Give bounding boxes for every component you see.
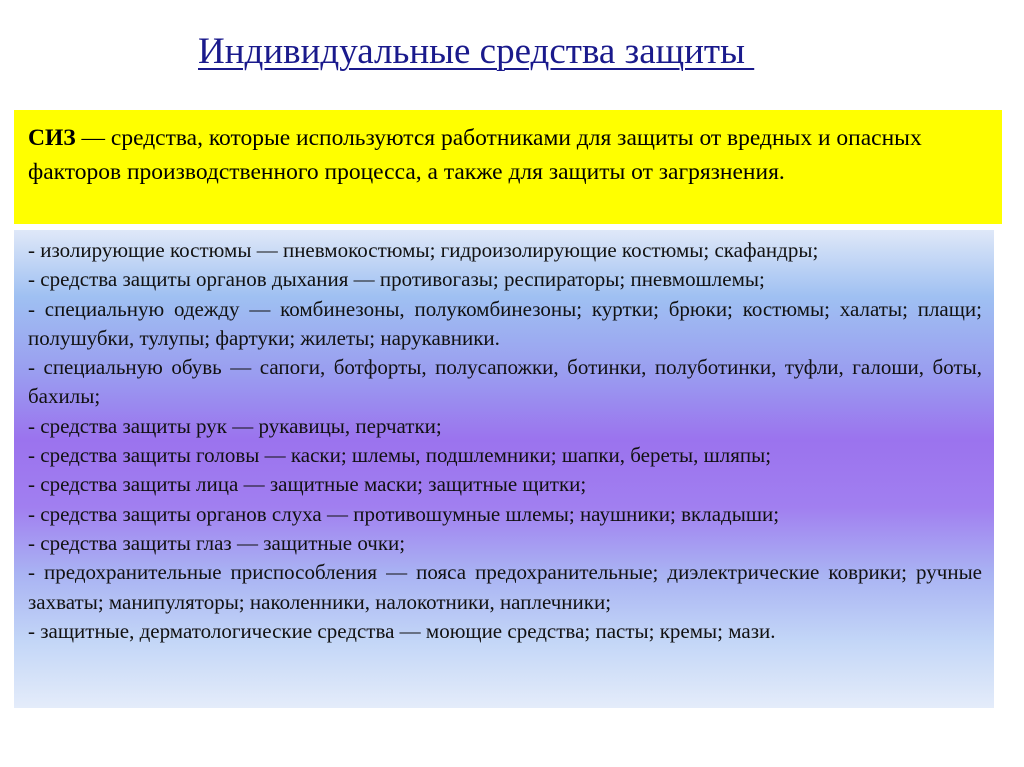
definition-term: СИЗ xyxy=(28,125,76,151)
list-item: - средства защиты органов дыхания — противогазы; респираторы; пневмошлемы; xyxy=(28,267,765,292)
list-item: - специальную одежду — комбинезоны, полукомбинезоны; куртки; брюки; костюмы; халаты; плащи; полушубки, тулупы; фартуки; жилеты; нарукавники. xyxy=(28,296,982,350)
definition-text: — средства, которые используются работниками для защиты от вредных и опасных факторов производственного процесса, а также для защиты от загрязнения. xyxy=(28,125,922,185)
list-item: - специальную обувь — сапоги, ботфорты, полусапожки, ботинки, полуботинки, туфли, галоши, боты, бахилы; xyxy=(28,355,982,409)
definition-box xyxy=(14,110,1002,224)
list-item: - защитные, дерматологические средства — моющие средства; пасты; кремы; мази. xyxy=(28,618,776,643)
list-item: - средства защиты глаз — защитные очки; xyxy=(28,530,406,555)
list-item: - изолирующие костюмы — пневмокостюмы; гидроизолирующие костюмы; скафандры; xyxy=(28,238,819,262)
list-item: - средства защиты рук — рукавицы, перчатки; xyxy=(28,413,442,438)
list-item: - средства защиты лица — защитные маски; защитные щитки; xyxy=(28,472,587,497)
list-item: - средства защиты органов слуха — противошумные шлемы; наушники; вкладыши; xyxy=(28,501,780,526)
list-item: - предохранительные приспособления — пояса предохранительные; диэлектрические коврики; ручные захваты; манипуляторы; наколенники, налокотники, наплечники; xyxy=(28,560,982,614)
ppe-list xyxy=(14,230,994,708)
list-item: - средства защиты головы — каски; шлемы, подшлемники; шапки, береты, шляпы; xyxy=(28,443,772,468)
slide-title: Индивидуальные средства защиты xyxy=(198,31,755,72)
